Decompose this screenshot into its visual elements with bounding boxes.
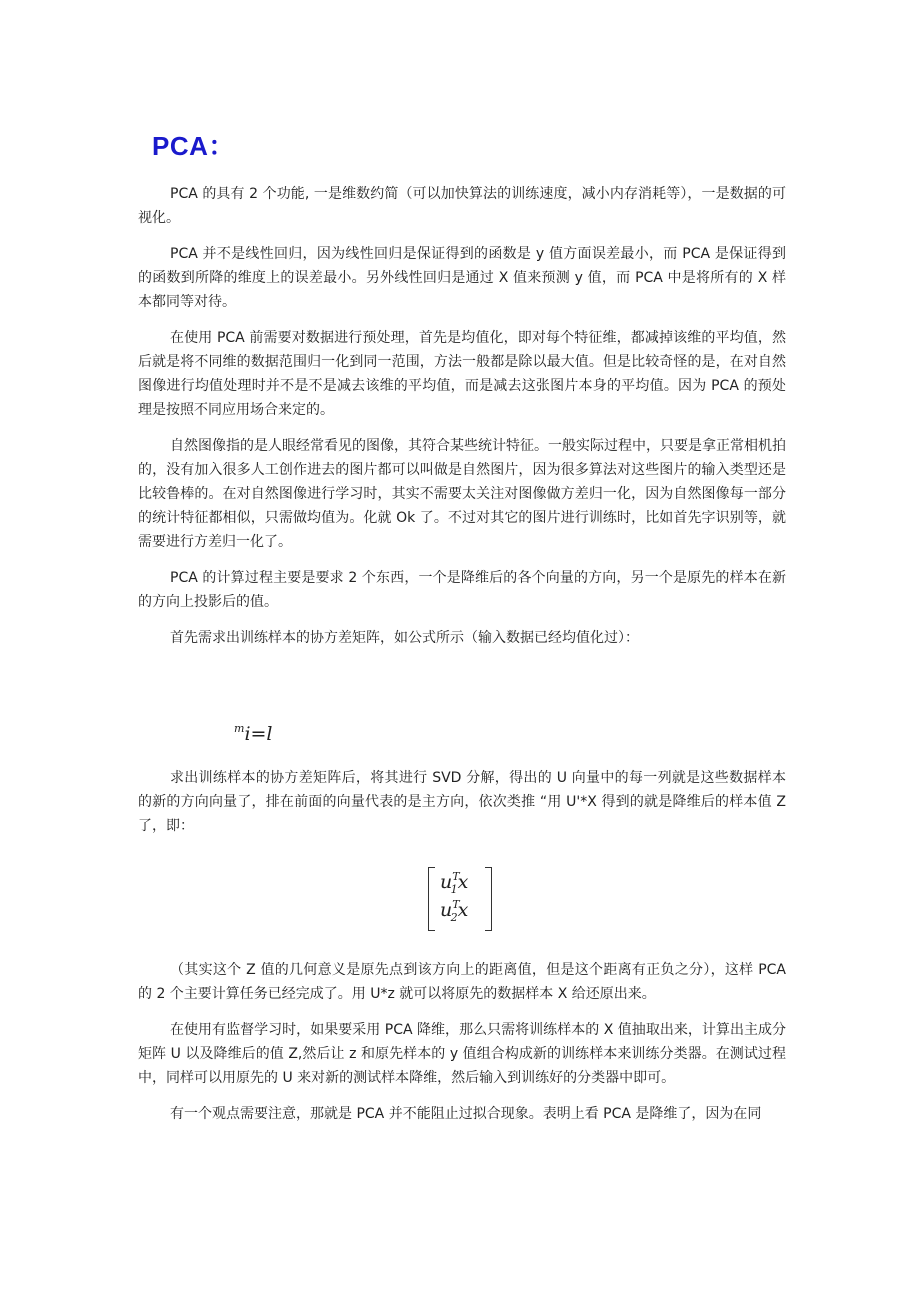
matrix-left-bracket	[428, 867, 435, 931]
paragraph-2: PCA 并不是线性回归，因为线性回归是保证得到的函数是 y 值方面误差最小，而 PCA 是保证得到的函数到所降的维度上的误差最小。另外线性回归是通过 X 值来预测 y 值，而 PCA 中是将所有的 X 样本都同等对待。	[138, 246, 786, 310]
paragraph-9: 在使用有监督学习时，如果要采用 PCA 降维，那么只需将训练样本的 X 值抽取出来，计算出主成分矩阵 U 以及降维后的值 Z,然后让 z 和原先样本的 y 值组合构成新的训练样本来训练分类器。在测试过程中，同样可以用原先的 U 来对新的测试样本降维，然后输入到训练好的分类器中即可。	[138, 1022, 786, 1086]
matrix-row-2	[440, 898, 469, 924]
paragraph-3: 在使用 PCA 前需要对数据进行预处理，首先是均值化，即对每个特征维，都减掉该维的平均值，然后就是将不同维的数据范围归一化到同一范围，方法一般都是除以最大值。但是比较奇怪的是，在对自然图像进行均值处理时并不是不是减去该维的平均值，而是减去这张图片本身的平均值。因为 PCA 的预处理是按照不同应用场合来定的。	[138, 330, 786, 418]
paragraph-7: 求出训练样本的协方差矩阵后，将其进行 SVD 分解，得出的 U 向量中的每一列就是这些数据样本的新的方向向量了，排在前面的向量代表的是主方向，依次类推 “用 U'*X 得到的就是降维后的样本值 Z 了，即：	[138, 770, 786, 834]
matrix-right-bracket	[485, 867, 492, 931]
paragraph-5: PCA 的计算过程主要是要求 2 个东西，一个是降维后的各个向量的方向，另一个是原先的样本在新的方向上投影后的值。	[138, 570, 786, 610]
paragraph-10: 有一个观点需要注意，那就是 PCA 并不能阻止过拟合现象。表明上看 PCA 是降维了，因为在同	[170, 1106, 762, 1122]
formula-body: i=l	[244, 723, 273, 745]
formula-sup: m	[234, 722, 245, 735]
paragraph-6: 首先需求出训练样本的协方差矩阵，如公式所示（输入数据已经均值化过）：	[170, 630, 639, 646]
matrix-row-1-tail: x	[457, 871, 469, 893]
paragraph-4: 自然图像指的是人眼经常看见的图像，其符合某些统计特征。一般实际过程中，只要是拿正常相机拍的，没有加入很多人工创作进去的图片都可以叫做是自然图片，因为很多算法对这些图片的输入类型还是比较鲁棒的。在对自然图像进行学习时，其实不需要太关注对图像做方差归一化，因为自然图像每一部分的统计特征都相似，只需做均值为。化就 Ok 了。不过对其它的图片进行训练时，比如首先字识别等，就需要进行方差归一化了。	[138, 438, 786, 550]
matrix-row-2-sub: 2	[450, 911, 458, 924]
projection-matrix	[428, 867, 492, 933]
page-title: PCA：	[152, 131, 235, 161]
matrix-row-1-sup: T	[452, 870, 460, 883]
covariance-formula	[234, 722, 273, 745]
matrix-row-1	[440, 870, 469, 896]
paragraph-8: （其实这个 Z 值的几何意义是原先点到该方向上的距离值，但是这个距离有正负之分），这样 PCA 的 2 个主要计算任务已经完成了。用 U*z 就可以将原先的数据样本 X 给还原出来。	[138, 962, 786, 1002]
matrix-row-2-tail: x	[457, 899, 469, 921]
matrix-row-1-base: u	[440, 871, 453, 893]
matrix-row-2-sup: T	[452, 898, 460, 911]
paragraph-1: PCA 的具有 2 个功能, 一是维数约简（可以加快算法的训练速度，减小内存消耗等），一是数据的可视化。	[138, 186, 786, 226]
matrix-row-2-base: u	[440, 899, 453, 921]
matrix-row-1-sub: 1	[450, 883, 458, 896]
